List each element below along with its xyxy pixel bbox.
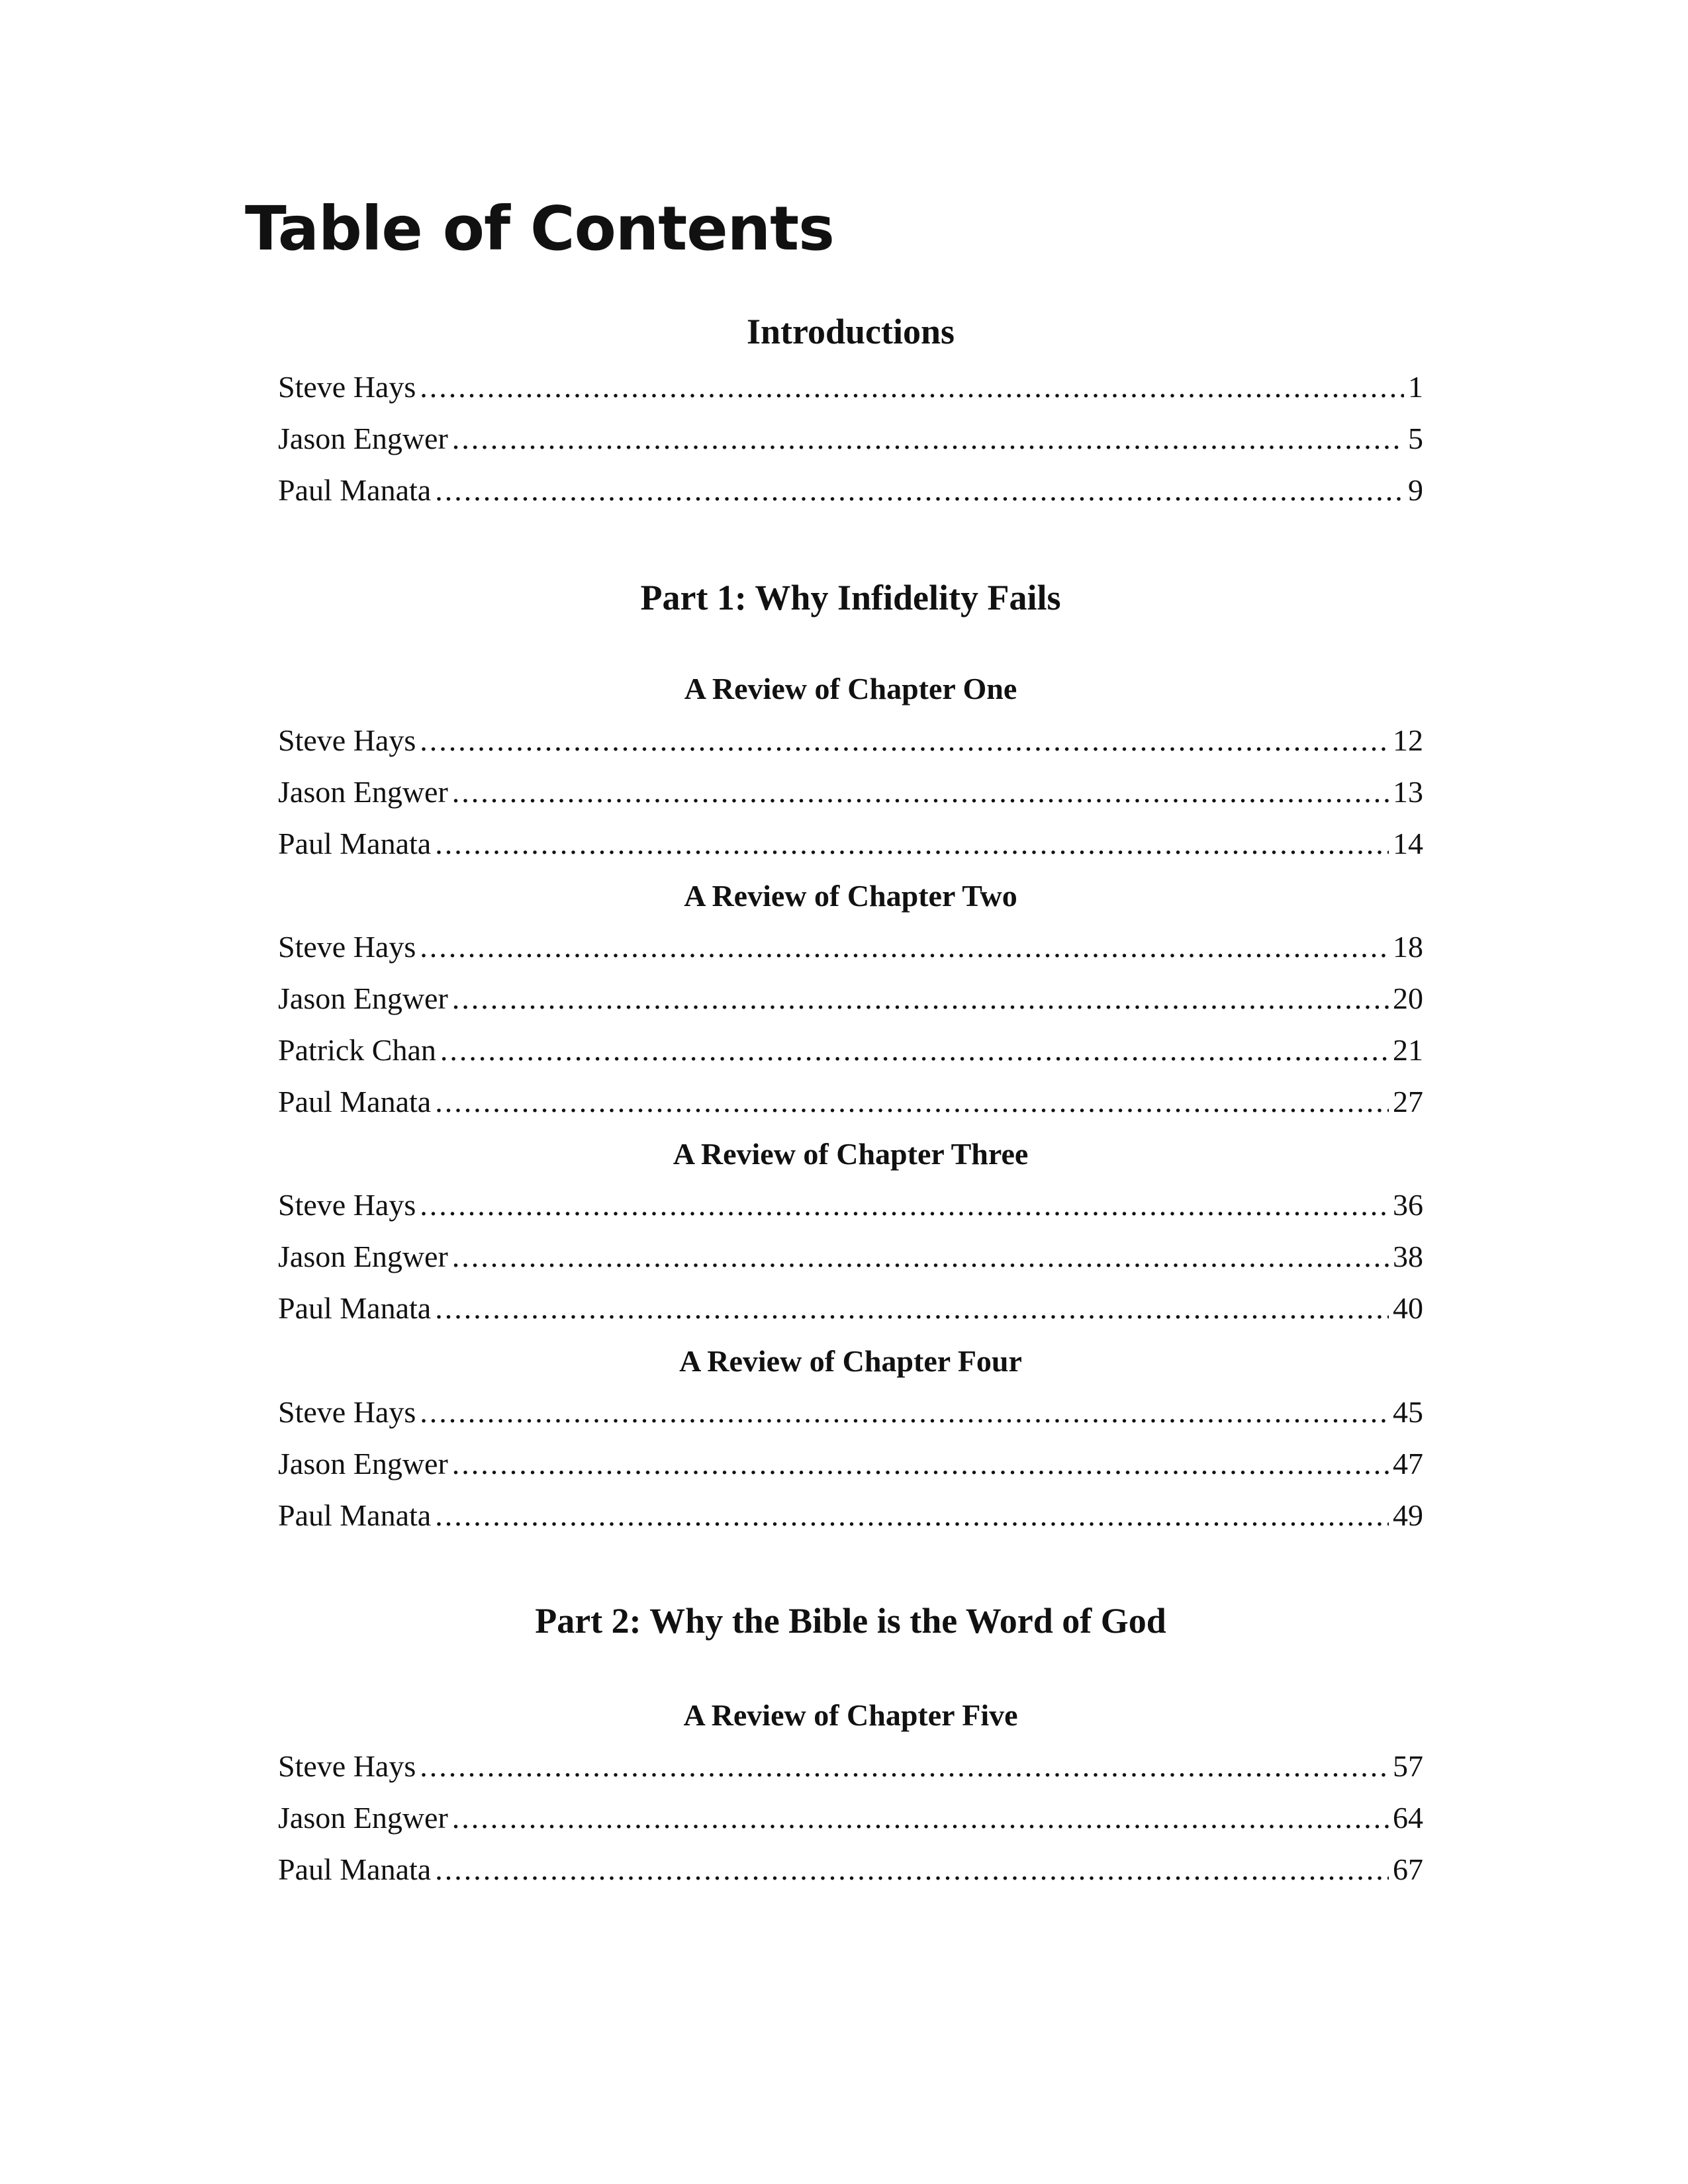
dot-leader <box>452 1242 1389 1272</box>
toc-entry-page: 9 <box>1408 473 1423 507</box>
toc-entry[interactable] <box>278 1449 1423 1479</box>
toc-entry-page: 5 <box>1408 422 1423 455</box>
dot-leader <box>435 1293 1389 1324</box>
toc-entry-page: 13 <box>1393 775 1423 809</box>
dot-leader <box>420 725 1389 756</box>
page-title: Table of Contents <box>245 193 834 264</box>
toc-entry-name: Jason Engwer <box>278 981 448 1015</box>
toc-entry-name: Jason Engwer <box>278 422 448 455</box>
toc-entry-page: 18 <box>1393 930 1423 964</box>
dot-leader <box>435 1500 1389 1531</box>
chapter-heading: A Review of Chapter Four <box>679 1344 1022 1378</box>
chapter-heading: A Review of Chapter Five <box>683 1698 1018 1732</box>
toc-entry-page: 14 <box>1393 827 1423 860</box>
toc-entry[interactable] <box>278 1087 1423 1117</box>
toc-entry-page: 40 <box>1393 1291 1423 1325</box>
toc-entry-page: 67 <box>1393 1852 1423 1886</box>
toc-entry-page: 27 <box>1393 1085 1423 1118</box>
toc-entry-page: 36 <box>1393 1188 1423 1222</box>
toc-entry-page: 21 <box>1393 1033 1423 1067</box>
toc-entry-page: 64 <box>1393 1801 1423 1835</box>
section-heading-introductions: Introductions <box>746 312 955 351</box>
toc-entry-name: Steve Hays <box>278 1188 416 1222</box>
toc-entry[interactable] <box>278 1190 1423 1220</box>
toc-entry[interactable] <box>278 777 1423 807</box>
toc-entry[interactable] <box>278 475 1423 506</box>
toc-entry-page: 38 <box>1393 1240 1423 1273</box>
chapter-heading: A Review of Chapter One <box>684 672 1017 705</box>
toc-entry[interactable] <box>278 1397 1423 1428</box>
dot-leader <box>435 1854 1389 1885</box>
dot-leader <box>452 1803 1389 1833</box>
dot-leader <box>420 1190 1389 1220</box>
toc-entry-name: Steve Hays <box>278 370 416 404</box>
toc-entry-name: Jason Engwer <box>278 775 448 809</box>
toc-entry-page: 45 <box>1393 1395 1423 1429</box>
dot-leader <box>435 475 1404 506</box>
toc-entry-name: Paul Manata <box>278 1291 432 1325</box>
toc-entry[interactable] <box>278 829 1423 859</box>
dot-leader <box>420 1751 1389 1782</box>
toc-entry-name: Steve Hays <box>278 1395 416 1429</box>
toc-entry-name: Jason Engwer <box>278 1801 448 1835</box>
toc-entry-name: Steve Hays <box>278 930 416 964</box>
toc-entry-name: Jason Engwer <box>278 1447 448 1480</box>
toc-entry[interactable] <box>278 1035 1423 1066</box>
dot-leader <box>452 777 1389 807</box>
toc-entry[interactable] <box>278 1293 1423 1324</box>
toc-entry-name: Patrick Chan <box>278 1033 436 1067</box>
toc-entry-page: 12 <box>1393 723 1423 757</box>
toc-entry[interactable] <box>278 1751 1423 1782</box>
toc-entry[interactable] <box>278 932 1423 962</box>
toc-entry-name: Jason Engwer <box>278 1240 448 1273</box>
toc-entry-name: Paul Manata <box>278 1085 432 1118</box>
toc-entry[interactable] <box>278 1242 1423 1272</box>
toc-entry[interactable] <box>278 424 1423 454</box>
toc-entry[interactable] <box>278 372 1423 402</box>
toc-entry-page: 1 <box>1408 370 1423 404</box>
toc-entry-page: 47 <box>1393 1447 1423 1480</box>
chapter-heading: A Review of Chapter Three <box>673 1137 1029 1171</box>
toc-entry-page: 49 <box>1393 1498 1423 1532</box>
toc-entry-name: Paul Manata <box>278 1852 432 1886</box>
chapter-heading: A Review of Chapter Two <box>684 879 1017 913</box>
dot-leader <box>452 983 1389 1014</box>
toc-entry-page: 57 <box>1393 1749 1423 1783</box>
toc-entry[interactable] <box>278 725 1423 756</box>
part-heading-2: Part 2: Why the Bible is the Word of God <box>535 1601 1166 1641</box>
toc-entry[interactable] <box>278 1500 1423 1531</box>
dot-leader <box>440 1035 1389 1066</box>
toc-entry-name: Paul Manata <box>278 473 432 507</box>
toc-entry[interactable] <box>278 983 1423 1014</box>
dot-leader <box>420 932 1389 962</box>
dot-leader <box>452 424 1404 454</box>
toc-entry-page: 20 <box>1393 981 1423 1015</box>
toc-entry-name: Steve Hays <box>278 1749 416 1783</box>
toc-entry[interactable] <box>278 1854 1423 1885</box>
toc-entry[interactable] <box>278 1803 1423 1833</box>
part-heading-1: Part 1: Why Infidelity Fails <box>640 578 1061 617</box>
toc-entry-name: Paul Manata <box>278 1498 432 1532</box>
dot-leader <box>435 829 1389 859</box>
dot-leader <box>452 1449 1389 1479</box>
toc-entry-name: Paul Manata <box>278 827 432 860</box>
toc-entry-name: Steve Hays <box>278 723 416 757</box>
dot-leader <box>420 1397 1389 1428</box>
dot-leader <box>435 1087 1389 1117</box>
dot-leader <box>420 372 1404 402</box>
